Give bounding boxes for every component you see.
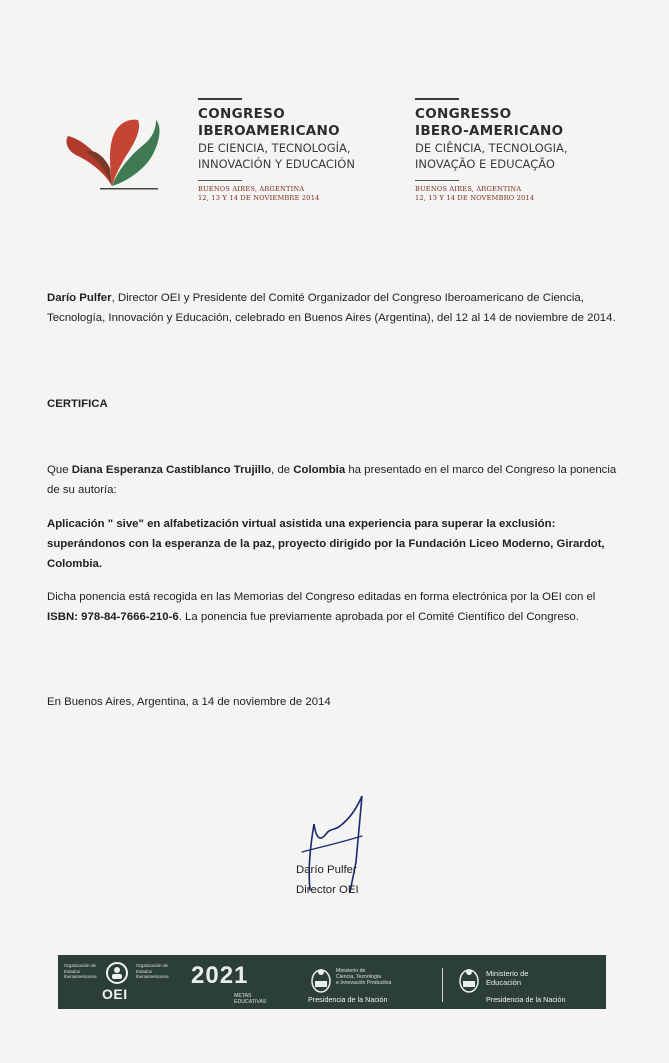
header-es-dates: 12, 13 Y 14 DE NOVIEMBRE 2014 xyxy=(198,194,320,202)
header-rule-small xyxy=(415,180,459,181)
header-block-portuguese xyxy=(415,98,568,203)
argentina-emblem-icon xyxy=(310,966,332,994)
publication-paragraph xyxy=(47,587,617,627)
publication-text-a: Dicha ponencia está recogida en las Memorias del Congreso editadas en forma electrónica por la OEI con el xyxy=(47,591,596,603)
header-pt-line3: DE CIÊNCIA, TECNOLOGIA, xyxy=(415,141,568,155)
ministerio-educacion-line1: Ministerio de xyxy=(486,969,529,978)
isbn: ISBN: 978-84-7666-210-6 xyxy=(47,611,179,623)
recipient-que: Que xyxy=(47,464,72,476)
metas-line1: METAS xyxy=(234,993,252,999)
presidencia-label-1: Presidencia de la Nación xyxy=(308,995,388,1004)
ministerio-ciencia-line2: Ciencia, Tecnología xyxy=(336,974,382,980)
recipient-paragraph xyxy=(47,460,617,500)
header-rule xyxy=(198,98,242,100)
oei-label: OEI xyxy=(102,986,128,1002)
header-es-line3: DE CIENCIA, TECNOLOGÍA, xyxy=(198,141,351,155)
ministerio-educacion-line2: Educación xyxy=(486,978,522,987)
signature-name: Darío Pulfer xyxy=(296,864,357,876)
recipient-name: Diana Esperanza Castiblanco Trujillo xyxy=(71,464,272,476)
publication-text-b: . La ponencia fue previamente aprobada por el Comité Científico del Congreso. xyxy=(178,611,579,623)
congress-logo-icon xyxy=(60,112,164,196)
signature-block xyxy=(296,860,359,900)
argentina-emblem-icon xyxy=(458,966,480,994)
ministerio-educacion xyxy=(486,969,529,987)
signature-role: Director OEI xyxy=(296,884,359,896)
header-rule xyxy=(415,98,459,100)
header-es-line2: IBEROAMERICANO xyxy=(198,123,340,139)
closing-line: En Buenos Aires, Argentina, a 14 de noviembre de 2014 xyxy=(47,696,331,708)
metas-line2: EDUCATIVAS xyxy=(234,999,267,1005)
header-rule-small xyxy=(198,180,242,181)
ministerio-ciencia-line3: e Innovación Productiva xyxy=(336,980,392,986)
header-pt-place: BUENOS AIRES, ARGENTINA xyxy=(415,185,522,193)
paper-title: Aplicación " sive" en alfabetización virtual asistida una experiencia para superar la exclusión: superándonos con la esperanza de la paz, proyecto dirigido por la Fundación Liceo Moderno, Girardot, Colombia. xyxy=(47,518,605,570)
header-block-spanish xyxy=(198,98,355,203)
certifica-heading: CERTIFICA xyxy=(47,398,108,410)
oei-logo-icon xyxy=(106,962,128,984)
header-pt-line1: CONGRESSO xyxy=(415,106,512,122)
header-pt-line4: INOVAÇÃO E EDUCAÇÃO xyxy=(415,157,555,171)
metas-educativas-label xyxy=(234,993,266,1005)
header-es-line1: CONGRESO xyxy=(198,106,285,122)
oei-small-text-right: Organización de Estados Iberoamericanos xyxy=(136,963,169,979)
recipient-de: , de xyxy=(271,464,294,476)
header-es-place: BUENOS AIRES, ARGENTINA xyxy=(198,185,305,193)
recipient-country: Colombia xyxy=(293,464,346,476)
intro-paragraph xyxy=(47,288,617,328)
header-pt-line2: IBERO-AMERICANO xyxy=(415,123,564,139)
footer-divider xyxy=(442,968,443,1002)
oei-small-text: Organización de Estados Iberoamericanos xyxy=(64,963,97,979)
sponsor-footer xyxy=(58,955,606,1009)
ministerio-ciencia-line1: Ministerio de xyxy=(336,968,366,974)
signatory-name: Darío Pulfer xyxy=(47,292,112,304)
ministerio-ciencia xyxy=(336,968,391,986)
header-pt-dates: 12, 13 Y 14 DE NOVEMBRO 2014 xyxy=(415,194,535,202)
presidencia-label-2: Presidencia de la Nación xyxy=(486,995,566,1004)
intro-text: , Director OEI y Presidente del Comité Organizador del Congreso Iberoamericano de Ciencia, Tecnología, Innovación y Educación, celebrado en Buenos Aires (Argentina), del 12 al 14 de noviembre de 2014. xyxy=(47,292,616,324)
header-es-line4: INNOVACIÓN Y EDUCACIÓN xyxy=(198,157,355,171)
recipient-rest: ha presentado en el marco del Congreso la ponencia de su autoría: xyxy=(47,464,617,496)
metas-2021-logo: 2021 xyxy=(191,962,249,989)
